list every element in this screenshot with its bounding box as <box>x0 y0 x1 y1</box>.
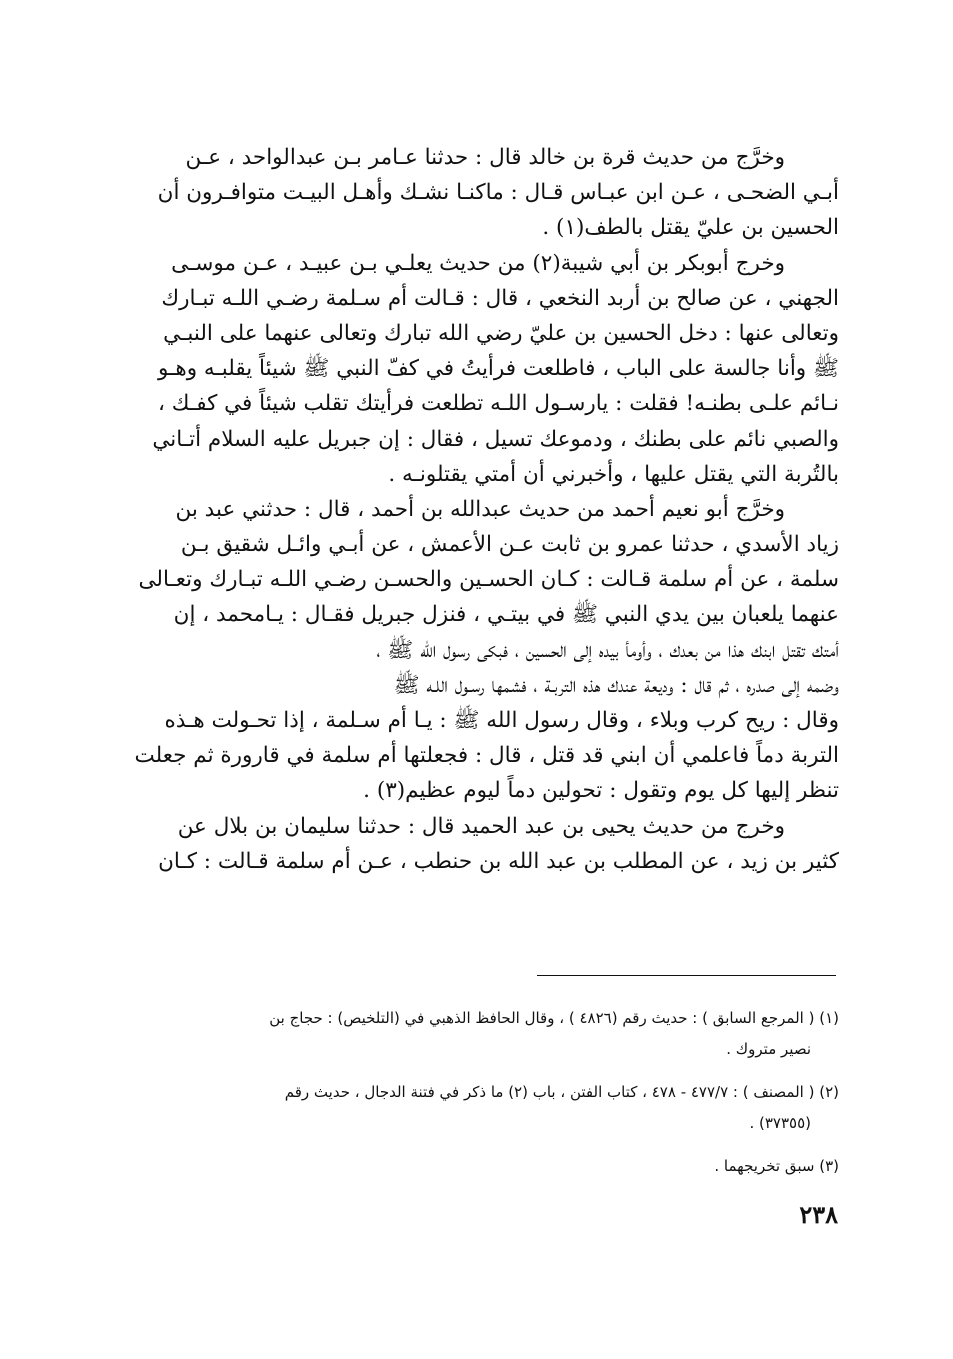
text-line: وتعالى عنها : دخل الحسين بن عليّ رضي الله تبارك وتعالى عنهما على النبـي <box>163 320 839 346</box>
text-line: وخرج من حديث يحيى بن عبد الحميد قال : حدثنا سليمان بن بلال عن <box>177 813 785 839</box>
body-text <box>97 140 839 879</box>
footnote-3 <box>97 1151 839 1182</box>
text-line: وضمه إلى صدره ، ثم قال : وديعة عندك هذه التربـة ، فشمها رسـول اللـه ﷺ <box>393 672 839 698</box>
text-line: وخرج أبوبكر بن أبي شيبة(٢) من حديث يعلـي بـن عبيـد ، عـن موسـى <box>171 250 785 276</box>
footnote-2 <box>97 1077 839 1139</box>
footnote-line: نصير متروك . <box>726 1040 811 1058</box>
footnote-line: (٢) ( المصنف ) : ٤٧٧/٧ - ٤٧٨ ، كتاب الفتن ، باب (٢) ما ذكر في فتنة الدجال ، حديث رقم <box>284 1083 839 1101</box>
text-line: والصبي نائم على بطنك ، ودموعك تسيل ، فقال : إن جبريل عليه السلام أتـاني <box>152 426 839 452</box>
text-line: تنظر إليها كل يوم وتقول : تحولين دماً ليوم عظيم(٣) . <box>363 778 839 804</box>
paragraph-1 <box>97 140 839 246</box>
text-line: وقال : ريح كرب وبلاء ، وقال رسول الله ﷺ : يـا أم سـلمة ، إذا تحـولت هـذه <box>164 708 839 733</box>
text-line: عنهما يلعبان بين يدي النبي ﷺ في بيتـي ، فنزل جبريل فقـال : يـامحمد ، إن <box>173 602 839 628</box>
footnotes <box>97 1003 839 1194</box>
footnote-line: (٣٧٣٥٥) . <box>749 1114 811 1132</box>
text-line: الجهني ، عن صالح بن أربد النخعي ، قال : قـالت أم سـلمة رضـي اللـه تبـارك <box>161 285 839 311</box>
text-line: التربة دماً فاعلمي أن ابني قد قتل ، قال : فجعلتها أم سلمة في قارورة ثم جعلت <box>134 743 839 769</box>
text-line: سلمة ، عن أم سلمة قـالت : كـان الحسـين والحسـن رضـي اللـه تبـارك وتعـالى <box>138 567 839 593</box>
text-line: وخرَّج من حديث قرة بن خالد قال : حدثنا عـامر بـن عبدالواحد ، عـن <box>185 145 785 170</box>
paragraph-4 <box>97 809 839 879</box>
footnote-line: (٣) سبق تخريجهما . <box>714 1157 839 1175</box>
text-line: الحسين بن عليّ يقتل بالطف(١) . <box>542 215 839 241</box>
paragraph-2 <box>97 246 839 492</box>
text-line: كثير بن زيد ، عن المطلب بن عبد الله بن حنطب ، عـن أم سلمة قـالت : كـان <box>158 848 839 874</box>
text-line: زياد الأسدي ، حدثنا عمرو بن ثابت عـن الأعمش ، عن أبـي وائـل شقيق بـن <box>180 532 839 558</box>
text-line: وخرَّج أبو نعيم أحمد من حديث عبدالله بن أحمد ، قال : حدثني عبد بن <box>175 496 785 522</box>
footnote-separator <box>537 975 836 976</box>
text-line: ﷺ وأنا جالسة على الباب ، فاطلعت فرأيتُ في كفّ النبي ﷺ شيئاً يقلبـه وهـو <box>157 356 839 382</box>
text-line: أمتك تقتل ابنك هذا من بعدك ، وأومأ بيده إلى الحسين ، فبكى رسول الله ﷺ ، <box>376 637 839 663</box>
paragraph-3 <box>97 492 839 809</box>
page-number: ٢٣٨ <box>799 1200 838 1229</box>
text-line: نـائم علـى بطنـه! فقلت : يارسـول اللـه تطلعت فرأيتك تقلب شيئاً في كفـك ، <box>158 391 839 417</box>
footnote-line: (١) ( المرجع السابق ) : حديث رقم (٤٨٢٦ ) ، وقال الحافظ الذهبي في (التلخيص) : حجاج بن <box>269 1009 839 1027</box>
text-line: بالتُربة التي يقتل عليها ، وأخبرني أن أمتي يقتلونـه . <box>388 461 839 487</box>
footnote-1 <box>97 1003 839 1065</box>
text-line: أبـي الضحـى ، عـن ابن عبـاس قـال : ماكنـا نشـك وأهـل البيـت متوافـرون أن <box>157 180 839 206</box>
